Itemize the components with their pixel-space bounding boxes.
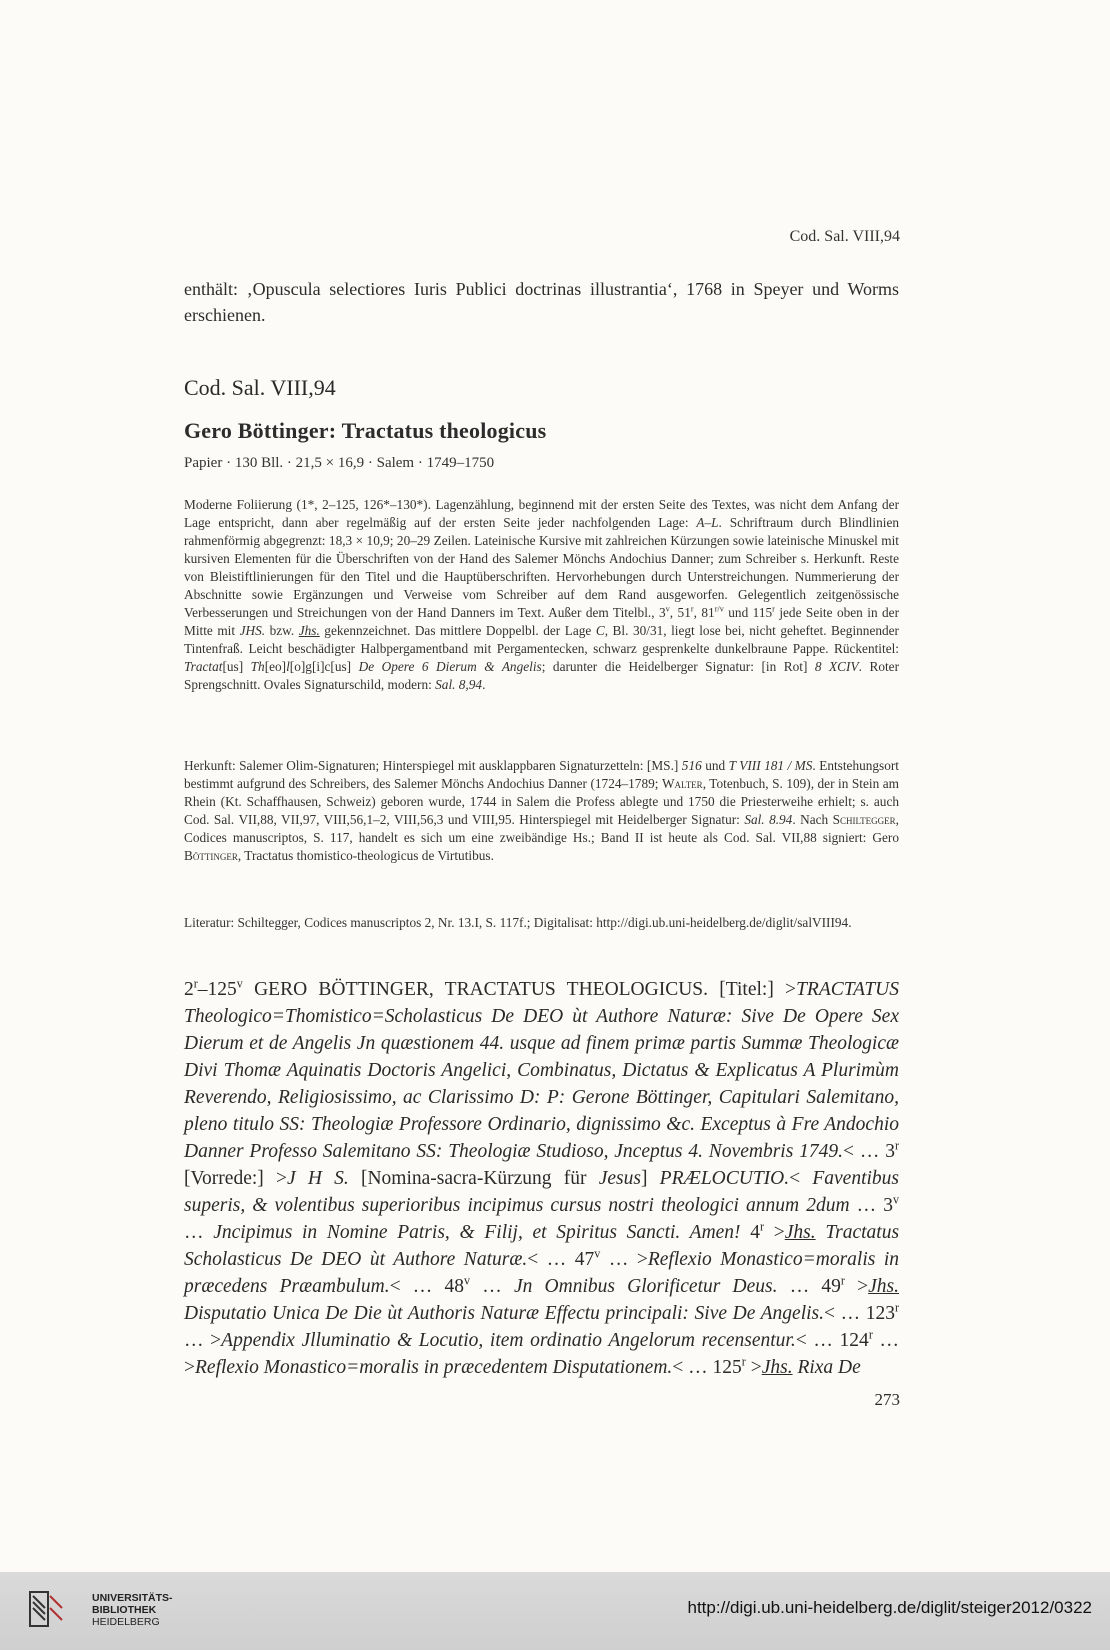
- intro-paragraph: enthält: ‚Opuscula selectiores Iuris Publici doctrinas illustrantia‘, 1768 in Speyer und Worms erschienen.: [184, 279, 899, 325]
- page-number: 273: [874, 1390, 900, 1409]
- work-title: Gero Böttinger: Tractatus theologicus: [184, 418, 547, 443]
- codicological-description: Moderne Foliierung (1*, 2–125, 126*–130*). Lagenzählung, beginnend mit der ersten Seite des Textes, was nicht dem Anfang der Lage entspricht, dann aber regelmäßig auf der ersten Seite jeder nachfolgenden Lage: A–L. Schriftraum durch Blindlinien rahmenförmig abgegrenzt: 18,3 × 10,9; 20–29 Zeilen. Lateinische Kursive mit zahlreichen Kürzungen sowie lateinische Minuskel mit kursiven Elementen für die Überschriften von der Hand des Salemer Mönchs Andochius Danner; zum Schreiber s. Herkunft. Reste von Bleistiftlinierungen für den Titel und die Hauptüberschriften. Hervorhebungen durch Unterstreichungen. Nummerierung der Abschnitte sowie Ergänzungen und Verweise vom Schreiber auf dem Rand ausgeworfen. Gelegentlich zeitgenössische Verbesserungen und Streichungen von der Hand Danners im Text. Außer dem Titelbl., 3$^v$, 51$^r$, $81^{r/v}$ und 115$^r$ jede Seite oben in der Mitte mit JHS. bzw. Jhs. gekennzeichnet. Das mittlere Doppelbl. der Lage C, Bl. 30/31, liegt lose bei, nicht geheftet. Beginnender Tintenfraß. Leicht beschädigter Halbpergamentband mit Pergamentecken, schwarz gesprenkelte dunkelbraune Pappe. Rückentitel: Tractat[us] Th[eo]l[o]g[i]c[us] De Opere 6 Dierum & Angelis; darunter die Heidelberger Signatur: [in Rot] 8 XCIV. Roter Sprengschnitt. Ovales Signaturschild, modern: Sal. 8,94.: [184, 497, 900, 692]
- provenance-paragraph: Herkunft: Salemer Olim-Signaturen; Hinterspiegel mit ausklappbaren Signaturzetteln: [MS.] 516 und T VIII 181 / MS. Entstehungsort bestimmt aufgrund des Schreibers, des Salemer Mönchs Andochius Danner (1724–1789; Walter, Totenbuch, S. 109), der in Stein am Rhein (Kt. Schaffhausen, Schweiz) geboren wurde, 1744 in Salem die Profess ablegte und 1750 die Priesterweihe erhielt; s. auch Cod. Sal. VII,88, VII,97, VIII,56,1–2, VIII,56,3 und VIII,95. Hinterspiegel mit Heidelberger Signatur: Sal. 8.94. Nach Schiltegger, Codices manuscriptos, S. 117, handelt es sich um eine zweibändige Hs.; Band II ist heute als Cod. Sal. VII,88 signiert: Gero Böttinger, Tractatus thomistico-theologicus de Virtutibus.: [184, 758, 899, 863]
- library-name: UNIVERSITÄTS- BIBLIOTHEK HEIDELBERG: [92, 1592, 173, 1628]
- footer-bar: [0, 1572, 1110, 1650]
- running-head: Cod. Sal. VIII,94: [789, 228, 900, 245]
- literature-paragraph: Literatur: Schiltegger, Codices manuscriptos 2, Nr. 13.I, S. 117f.; Digitalisat: http://digi.ub.uni-heidelberg.de/diglit/salVIII94.: [184, 915, 852, 930]
- physical-description: Papier · 130 Bll. · 21,5 × 16,9 · Salem · 1749–1750: [184, 455, 495, 471]
- library-logo-icon: [28, 1586, 88, 1632]
- manuscript-signature-heading: Cod. Sal. VIII,94: [184, 375, 336, 400]
- source-url-link[interactable]: http://digi.ub.uni-heidelberg.de/diglit/steiger2012/0322: [687, 1598, 1092, 1617]
- contents-paragraph: 2$^r$–125$^v$ GERO BÖTTINGER, TRACTATUS THEOLOGICUS. [Titel:] >TRACTATUS Theologico=Thomistico=Scholasticus De DEO ùt Authore Naturæ: Sive De Opere Sex Dierum et de Angelis Jn quæstionem 44. usque ad finem primæ partis Summæ Theologicæ Divi Thomæ Aquinatis Doctoris Angelici, Combinatus, Dictatus & Explicatus A Plurimùm Reverendo, Religiosissimo, ac Clarissimo D: P: Gerone Böttinger, Capitulari Salemitano, pleno titulo SS: Theologiæ Professore Ordinario, dignissimo &c. Exceptus à Fre Andochio Danner Professo Salemitano SS: Theologiæ Studioso, Jnceptus 4. Novembris 1749.< … 3$^r$ [Vorrede:] >J H S. [Nomina-sacra-Kürzung für Jesus] PRÆLOCUTIO.< Faventibus superis, & volentibus superioribus incipimus cursus nostri theologici annum 2dum … 3$^v$ … Jncipimus in Nomine Patris, & Filij, et Spiritus Sancti. Amen! $4^r >Jhs$. Tractatus Scholasticus De DEO ùt Authore Naturæ.< … 47$^v$ … >Reflexio Monastico=moralis in præcedens Præambulum.< … 48$^v$ … Jn Omnibus Glorificetur Deus. … $49^r >Jhs$. Disputatio Unica De Die ùt Authoris Naturæ Effectu principali: Sive De Angelis.< … 123$^r$ … >Appendix Jlluminatio & Locutio, item ordinatio Angelorum recensentur.< … 124$^r$ … >Reflexio Monastico=moralis in præcedentem Disputationem.< … $125^r >Jhs$. Rixa De: [184, 976, 900, 1378]
